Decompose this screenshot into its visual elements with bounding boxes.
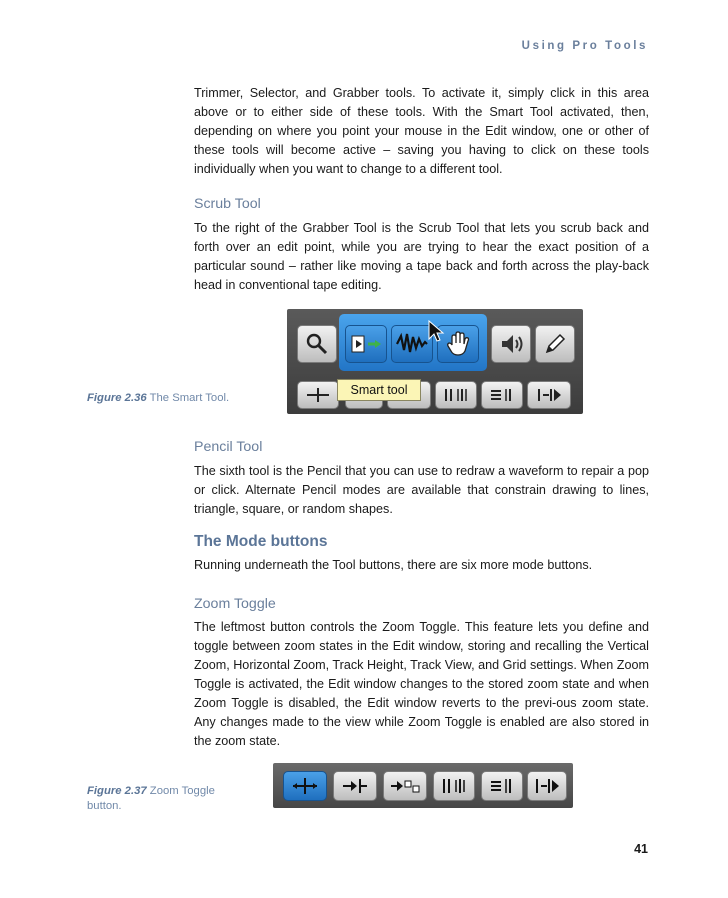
intro-paragraph: Trimmer, Selector, and Grabber tools. To activate it, simply click in this area above or to either side of these tools. With the Smart Tool activated, then, depending on where you point your mouse in the Edit window, one or other of these tools will become active – saving you having to click on these tools individually when you want to change to a different tool. [194,86,649,176]
link-timeline-icon [488,387,516,403]
mode-buttons-paragraph: Running underneath the Tool buttons, there are six more mode buttons. [194,558,593,572]
tab-to-transient-button[interactable] [333,771,377,801]
trimmer-tool-button[interactable] [345,325,387,363]
pencil-tool-button[interactable] [535,325,575,363]
pencil-tool-paragraph: The sixth tool is the Pencil that you can use to redraw a waveform to repair a pop or click. Alternate Pencil modes are available that constrain drawing to lines, triangle, square, or random shapes. [194,464,649,516]
zoom-toggle-heading: Zoom Toggle [194,596,276,612]
link-timeline-button[interactable] [481,381,523,409]
figure-37-text: Zoom Toggle button. [87,785,215,812]
smart-tool-figure [287,309,583,414]
figure-37-label: Figure 2.37 [87,785,147,797]
mode-buttons-heading: The Mode buttons [194,533,328,550]
zoom-tool-button[interactable] [297,325,337,363]
page-number: 41 [634,842,648,856]
zoom-toggle-icon [290,776,320,796]
cursor-arrow-icon [427,319,445,343]
zoom-toggle-button[interactable] [297,381,339,409]
link-timeline-icon [488,777,516,795]
link-track-selection-button[interactable] [527,381,571,409]
scrub-tool-icon [498,332,524,356]
mirrored-midi-icon [389,777,421,795]
zoom-toggle-paragraph: The leftmost button controls the Zoom Toggle. This feature lets you define and toggle between zoom states in the Edit window, storing and recalling the Vertical Zoom, Horizontal Zoom, Track Height, Track View, and Grid settings. When Zoom Toggle is activated, the Edit window changes to the stored zoom state and when Zoom Toggle is disabled, the Edit window reverts to the previ-ous zoom state. Any changes made to the view while Zoom Toggle is enabled are also stored in the zoom state. [194,620,649,748]
grabber-tool-icon [445,331,471,357]
selector-tool-icon [395,332,429,356]
running-head: Using Pro Tools [521,40,648,52]
zoom-toggle-figure [273,763,573,808]
zoom-toggle-icon [304,386,332,404]
insertion-follows-playback-icon [442,387,470,403]
link-track-selection-icon [533,777,561,795]
zoom-tool-icon [304,332,330,356]
mirrored-midi-button[interactable] [383,771,427,801]
scrub-tool-heading: Scrub Tool [194,196,261,212]
pencil-tool-heading: Pencil Tool [194,439,263,455]
figure-37-caption [87,784,237,814]
smart-tool-tooltip: Smart tool [337,379,421,401]
insertion-follows-playback-button[interactable] [435,381,477,409]
link-track-selection-button[interactable] [527,771,567,801]
figure-36-label: Figure 2.36 [87,392,147,404]
figure-36-caption [87,391,237,406]
link-timeline-button[interactable] [481,771,523,801]
scrub-tool-paragraph: To the right of the Grabber Tool is the Scrub Tool that lets you scrub back and forth over an edit point, while you are trying to hear the exact position of a particular sound – rather like moving a tape back and forth across the play-back head in conventional tape editing. [194,221,649,292]
figure-36-text: The Smart Tool. [149,392,230,404]
tab-to-transient-icon [340,777,370,795]
trimmer-tool-icon [349,333,383,355]
link-track-selection-icon [535,387,563,403]
pencil-tool-icon [543,332,567,356]
insertion-follows-playback-button[interactable] [433,771,475,801]
insertion-follows-playback-icon [440,777,468,795]
zoom-toggle-button-active[interactable] [283,771,327,801]
scrub-tool-button[interactable] [491,325,531,363]
